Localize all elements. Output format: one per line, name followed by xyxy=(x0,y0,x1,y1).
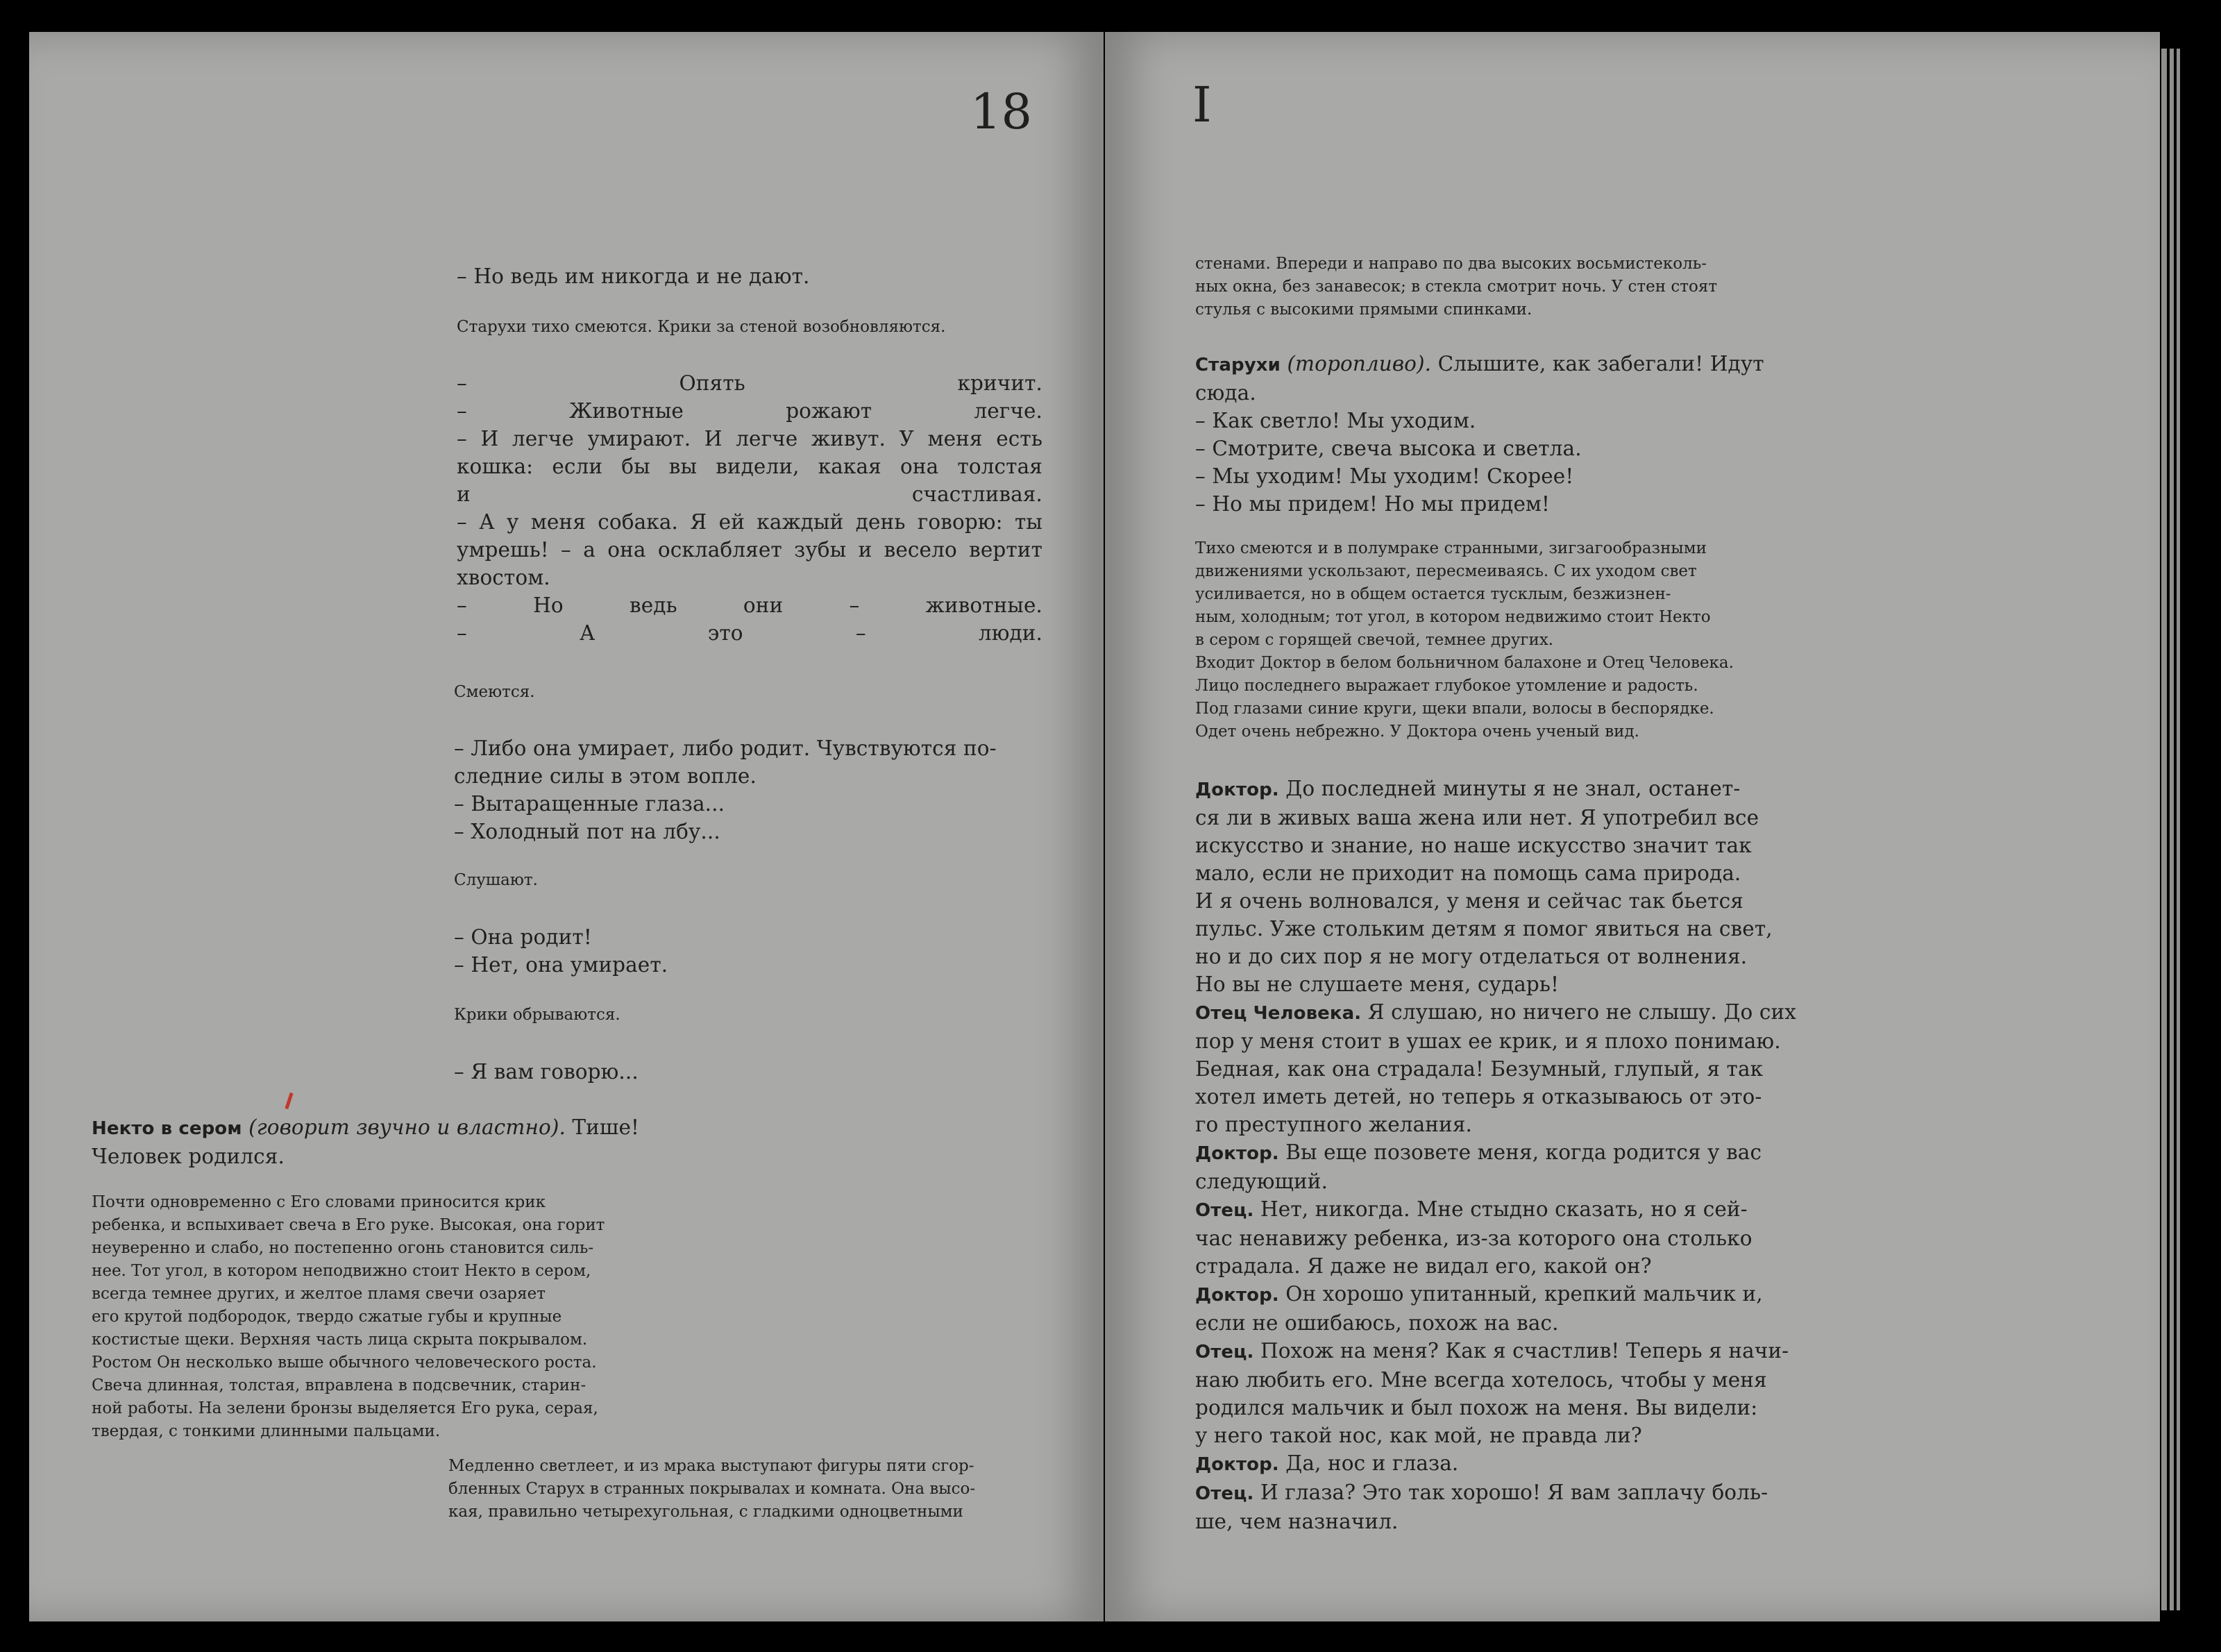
text-line: – Я вам говорю... xyxy=(454,1060,639,1084)
dialogue-block xyxy=(457,369,1042,647)
text-line: – Холодный пот на лбу... xyxy=(454,820,720,843)
text-line: – Смотрите, свеча высока и светла. xyxy=(1195,437,1582,460)
text-line: его крутой подбородок, твердо сжатые губы и крупные xyxy=(92,1308,562,1326)
text-line: стулья с высокими прямыми спинками. xyxy=(1195,301,1532,319)
text-line: ных окна, без занавесок; в стекла смотрит ночь. У стен стоят xyxy=(1195,278,1718,296)
speech-line xyxy=(1195,998,1796,1027)
speech-line: пор у меня стоит в ушах ее крик, и я плохо понимаю. xyxy=(1195,1029,1781,1053)
speech-line: Но вы не слушаете меня, сударь! xyxy=(1195,972,1560,996)
speaker-name: Отец. xyxy=(1195,1483,1254,1504)
speech-line xyxy=(1195,1195,1764,1224)
dialogue-block xyxy=(454,734,1044,845)
text-line: – Но мы придем! Но мы придем! xyxy=(1195,492,1550,516)
speech-line: пульс. Уже стольким детям я помог явиться на свет, xyxy=(1195,917,1773,941)
stage-direction xyxy=(454,1004,1044,1027)
text-line: – Либо она умирает, либо родит. Чувствуются по- xyxy=(454,736,997,760)
text-line: Одет очень небрежно. У Доктора очень ученый вид. xyxy=(1195,723,1639,741)
text-line: Тихо смеются и в полумраке странными, зигзагообразными xyxy=(1195,539,1707,557)
stage-direction xyxy=(448,1455,1045,1524)
speech-line xyxy=(1195,1478,1768,1508)
speech-line xyxy=(1195,1449,1764,1478)
speaker-name: Отец Человека. xyxy=(1195,1003,1362,1024)
stage-direction xyxy=(454,681,1044,704)
speech-line: ше, чем назначил. xyxy=(1195,1510,1399,1533)
stage-direction xyxy=(1195,253,1764,321)
speech-line xyxy=(1195,1337,1789,1366)
speech-line: искусство и знание, но наше искусство значит так xyxy=(1195,834,1752,857)
speaker-name: Доктор. xyxy=(1195,1143,1279,1164)
speech-text: И глаза? Это так хорошо! Я вам заплачу боль- xyxy=(1253,1481,1768,1504)
dialogue-block xyxy=(457,262,1047,290)
speech-text: Вы еще позовете меня, когда родится у вас xyxy=(1278,1140,1762,1164)
text-line: Ростом Он несколько выше обычного человеческого роста. xyxy=(92,1354,597,1372)
speech-line: родился мальчик и был похож на меня. Вы видели: xyxy=(1195,1396,1758,1419)
text-line: ной работы. На зелени бронзы выделяется Его рука, серая, xyxy=(92,1399,598,1417)
text-line: – Мы уходим! Мы уходим! Скорее! xyxy=(1195,464,1574,488)
text-line: Крики обрываются. xyxy=(454,1006,620,1024)
speech-lines xyxy=(1195,379,1764,518)
speech-line xyxy=(1195,1280,1764,1309)
speaker-name: Доктор. xyxy=(1195,779,1279,800)
speech-line: если не ошибаюсь, похож на вас. xyxy=(1195,1311,1559,1335)
speech-text: Слышите, как забегали! Идут xyxy=(1431,352,1764,376)
text-line: – Она родит! xyxy=(454,925,592,949)
text-line: Лицо последнего выражает глубокое утомление и радость. xyxy=(1195,677,1698,695)
text-line: – Но ведь они – животные. xyxy=(457,593,1042,617)
speech-line: мало, если не приходит на помощь сама природа. xyxy=(1195,861,1741,885)
dialogue-exchanges xyxy=(1195,775,1796,1535)
stage-remark: (торопливо). xyxy=(1287,352,1432,376)
speech-line: следующий. xyxy=(1195,1170,1328,1193)
text-line: движениями ускользают, пересмеиваясь. С их уходом свет xyxy=(1195,562,1697,580)
red-ink-mark xyxy=(285,1093,293,1109)
text-line: Почти одновременно с Его словами приносится крик xyxy=(92,1193,546,1211)
text-line: и счастливая. xyxy=(457,482,1042,506)
speech-text: Он хорошо упитанный, крепкий мальчик и, xyxy=(1278,1282,1763,1306)
text-line: Смеются. xyxy=(454,683,535,701)
text-line: ным, холодным; тот угол, в котором недвижимо стоит Некто xyxy=(1195,608,1711,626)
text-line: – Опять кричит. xyxy=(457,371,1042,395)
text-line: неуверенно и слабо, но постепенно огонь становится силь- xyxy=(92,1239,594,1257)
text-line: – И легче умирают. И легче живут. У меня есть xyxy=(457,427,1042,450)
text-line: Старухи тихо смеются. Крики за стеной возобновляются. xyxy=(457,318,946,336)
page-edges xyxy=(2161,49,2167,1610)
page-edges xyxy=(2177,49,2180,1610)
text-line: – Животные рожают легче. xyxy=(457,399,1042,423)
speaker-name: Некто в сером xyxy=(92,1118,242,1139)
left-page xyxy=(29,32,1104,1621)
stage-direction xyxy=(1195,537,1764,743)
stage-remark: (говорит звучно и властно). xyxy=(248,1115,566,1139)
speech-line xyxy=(1195,1138,1764,1168)
dialogue-block xyxy=(454,923,1044,979)
act-number: I xyxy=(1192,76,1212,133)
text-line: всегда темнее других, и желтое пламя свечи озаряет xyxy=(92,1285,546,1303)
speech-line: Человек родился. xyxy=(92,1145,285,1168)
stage-direction xyxy=(457,316,1047,339)
speech-line: хотел иметь детей, но теперь я отказываюсь от это- xyxy=(1195,1085,1762,1109)
text-line: следние силы в этом вопле. xyxy=(454,764,757,788)
speech-line xyxy=(1195,350,1764,379)
text-line: умрешь! – а она осклабляет зубы и весело вертит xyxy=(457,538,1042,562)
old-women-speech xyxy=(1195,350,1764,518)
someone-in-grey-speech xyxy=(92,1113,661,1170)
text-line: – Нет, она умирает. xyxy=(454,953,668,977)
text-line: Свеча длинная, толстая, вправлена в подсвечник, старин- xyxy=(92,1376,586,1394)
text-line: нее. Тот угол, в котором неподвижно стоит Некто в сером, xyxy=(92,1262,591,1280)
text-line: костистые щеки. Верхняя часть лица скрыта покрывалом. xyxy=(92,1331,588,1349)
text-line: кая, правильно четырехугольная, с гладкими одноцветными xyxy=(448,1503,963,1521)
speech-line: но и до сих пор я не могу отделаться от волнения. xyxy=(1195,945,1748,968)
speech-text: Нет, никогда. Мне стыдно сказать, но я сей- xyxy=(1253,1197,1748,1221)
speech-line: час ненавижу ребенка, из-за которого она столько xyxy=(1195,1227,1753,1250)
speech-line: ся ли в живых ваша жена или нет. Я употребил все xyxy=(1195,806,1759,829)
speaker-name: Старухи xyxy=(1195,355,1281,376)
speech-line: го преступного желания. xyxy=(1195,1113,1473,1136)
speech-line: Бедная, как она страдала! Безумный, глупый, я так xyxy=(1195,1057,1764,1081)
text-line: ребенка, и вспыхивает свеча в Его руке. Высокая, она горит xyxy=(92,1216,605,1234)
speech-line xyxy=(92,1113,661,1143)
speech-text: Я слушаю, но ничего не слышу. До сих xyxy=(1361,1000,1796,1024)
speech-line: у него такой нос, как мой, не правда ли? xyxy=(1195,1424,1642,1447)
speaker-name: Отец. xyxy=(1195,1200,1254,1221)
text-line: твердая, с тонкими длинными пальцами. xyxy=(92,1422,441,1440)
speaker-name: Доктор. xyxy=(1195,1454,1279,1475)
text-line: кошка: если бы вы видели, какая она толстая xyxy=(457,455,1042,478)
text-line: Медленно светлеет, и из мрака выступают фигуры пяти сгор- xyxy=(448,1457,974,1475)
speech-text: Похож на меня? Как я счастлив! Теперь я начи- xyxy=(1253,1339,1789,1363)
text-line: – А это – люди. xyxy=(457,621,1042,645)
speech-text: До последней минуты я не знал, останет- xyxy=(1278,777,1741,800)
stage-direction xyxy=(92,1191,661,1443)
text-line: – А у меня собака. Я ей каждый день говорю: ты xyxy=(457,510,1042,534)
speech-text: Да, нос и глаза. xyxy=(1278,1451,1459,1475)
text-line: – Как светло! Мы уходим. xyxy=(1195,409,1476,432)
speech-text: Тише! xyxy=(565,1115,639,1139)
speech-line xyxy=(1195,775,1764,804)
speech-line: страдала. Я даже не видал его, какой он? xyxy=(1195,1254,1652,1278)
text-line: усиливается, но в общем остается тусклым, безжизнен- xyxy=(1195,585,1671,603)
text-line: – Но ведь им никогда и не дают. xyxy=(457,264,810,288)
text-line: хвостом. xyxy=(457,566,550,589)
right-page xyxy=(1105,32,2160,1621)
speech-line: И я очень волновался, у меня и сейчас так бьется xyxy=(1195,889,1743,913)
text-line: сюда. xyxy=(1195,381,1256,405)
text-line: Под глазами синие круги, щеки впали, волосы в беспорядке. xyxy=(1195,700,1714,718)
text-line: Входит Доктор в белом больничном балахоне и Отец Человека. xyxy=(1195,654,1734,672)
speech-line: наю любить его. Мне всегда хотелось, чтобы у меня xyxy=(1195,1368,1767,1392)
text-line: – Вытаращенные глаза... xyxy=(454,792,725,816)
page-edges xyxy=(2170,49,2174,1610)
stage-direction xyxy=(454,869,1044,892)
speaker-name: Отец. xyxy=(1195,1342,1254,1363)
page-number: 18 xyxy=(970,83,1033,140)
dialogue-block xyxy=(454,1058,1044,1086)
speaker-name: Доктор. xyxy=(1195,1285,1279,1306)
text-line: Слушают. xyxy=(454,871,538,889)
text-line: в сером с горящей свечой, темнее других. xyxy=(1195,631,1554,649)
text-line: бленных Старух в странных покрывалах и комната. Она высо- xyxy=(448,1480,976,1498)
text-line: стенами. Впереди и направо по два высоких восьмистеколь- xyxy=(1195,255,1707,273)
